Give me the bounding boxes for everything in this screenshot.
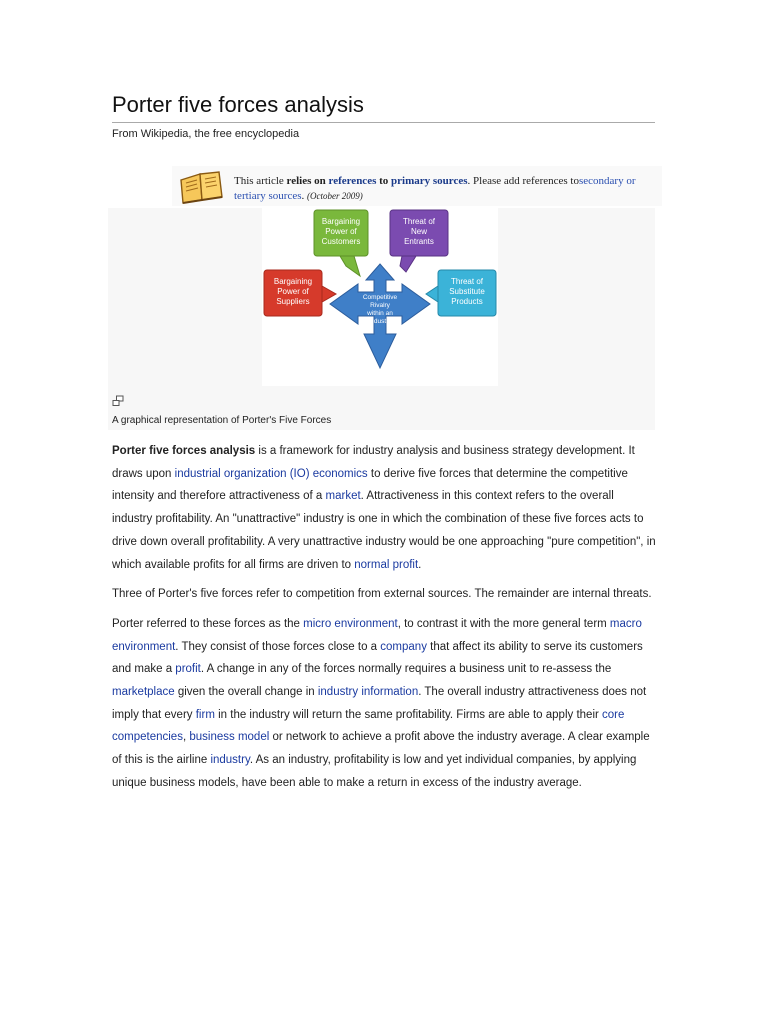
entrants-label-1: Threat of (402, 217, 436, 226)
center-label-1: Competitive (362, 294, 398, 301)
notice-date: (October 2009) (307, 191, 363, 201)
normal-profit-link[interactable]: normal profit (354, 558, 419, 571)
primary-sources-link[interactable]: primary sources (391, 175, 468, 187)
secondary-tertiary-sources-link[interactable]: secondary or tertiary sources (234, 175, 636, 202)
figure-caption: A graphical representation of Porter's Five Forces (112, 415, 332, 426)
market-link[interactable]: market (325, 490, 361, 503)
enlarge-icon[interactable] (112, 395, 124, 407)
substitutes-label-1: Threat of (450, 277, 484, 286)
marketplace-link[interactable]: marketplace (112, 686, 175, 699)
paragraph-1: Porter five forces analysis is a framework for industry analysis and business strategy development. It draws upon industrial organization (IO) economics to derive five forces that determine the competitive intensity and therefore attractiveness of a market. Attractiveness in this context refers to the overall industry profitability. An "unattractive" industry is one in which the combination of these five forces acts to drive down overall profitability. A very unattractive industry would be one approaching "pure competition", in which available profits for all firms are driven to normal profit. (112, 445, 656, 571)
io-economics-link[interactable]: industrial organization (IO) economics (174, 467, 368, 480)
suppliers-label-3: Suppliers (276, 297, 310, 306)
center-label-2: Rivalry (370, 302, 390, 309)
macro-environment-link[interactable]: macro environment (112, 617, 642, 653)
page-title: Porter five forces analysis (112, 92, 655, 123)
entrants-label-3: Entrants (404, 237, 434, 246)
substitutes-label-2: Substitute (449, 287, 485, 296)
book-icon (178, 170, 224, 204)
center-label-3: within an (367, 310, 393, 317)
entrants-label-2: New (410, 227, 428, 236)
paragraph-3: Porter referred to these forces as the micro environment, to contrast it with the more general term macro environment. They consist of those forces close to a company that affect its ability to serve its customers and make a profit. A change in any of the forces normally requires a business unit to re-assess the marketplace given the overall change in industry information. The overall industry attractiveness does not imply that every firm in the industry will return the same profitability. Firms are able to apply their core competencies, business model or network to achieve a profit above the industry average. A clear example of this is the airline industry. As an industry, profitability is low and yet individual companies, by applying unique business models, have been able to make a return in excess of the industry average. (112, 617, 650, 789)
substitutes-label-3: Products (451, 297, 483, 306)
site-tagline: From Wikipedia, the free encyclopedia (112, 128, 300, 140)
micro-environment-link[interactable]: micro environment (303, 617, 398, 630)
references-link[interactable]: references (328, 175, 377, 187)
paragraph-2: Three of Porter's five forces refer to competition from external sources. The remainder are internal threats. (112, 588, 652, 601)
core-competencies-link[interactable]: core competencies (112, 708, 625, 744)
profit-link[interactable]: profit (175, 663, 201, 676)
center-label-4: Industry (368, 318, 392, 325)
primary-sources-notice (172, 166, 662, 206)
suppliers-label-2: Power of (277, 287, 309, 296)
five-forces-diagram[interactable] (262, 208, 498, 386)
firm-link[interactable]: firm (195, 708, 215, 721)
suppliers-label-1: Bargaining (273, 277, 313, 286)
customers-label-1: Bargaining (321, 217, 361, 226)
industry-link[interactable]: industry (210, 754, 250, 767)
figure-thumbnail (108, 208, 655, 430)
customers-label-2: Power of (325, 227, 357, 236)
notice-text: This article relies on references to primary sources. Please add references tosecondary or tertiary sources. (October 2009) (234, 175, 636, 202)
company-link[interactable]: company (380, 640, 427, 653)
business-model-link[interactable]: business model (189, 731, 270, 744)
customers-label-3: Customers (321, 237, 361, 246)
industry-information-link[interactable]: industry information (317, 686, 419, 699)
article-body (112, 440, 657, 802)
